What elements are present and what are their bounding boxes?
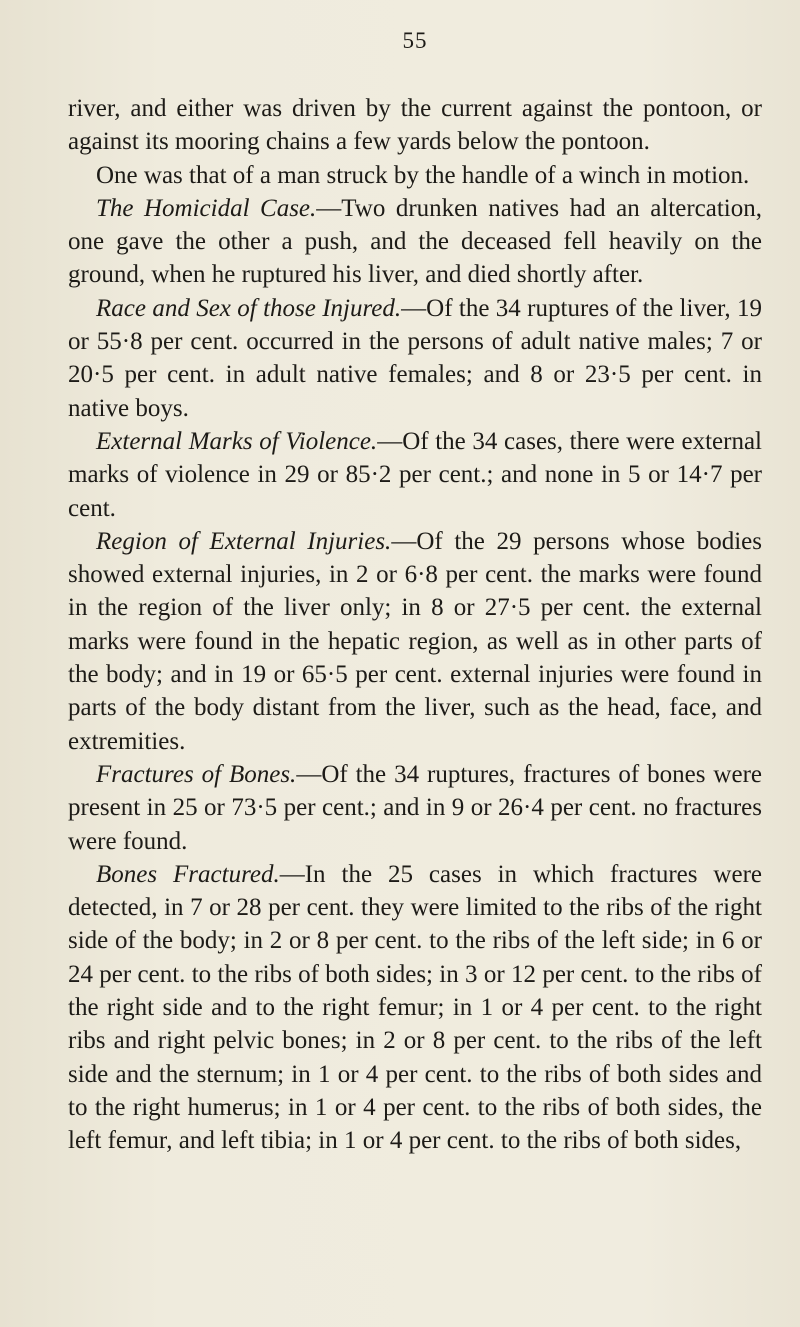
paragraph-winch-case — [68, 159, 762, 192]
section-heading: Race and Sex of those Injured. — [96, 294, 402, 322]
section-heading: External Marks of Violence. — [96, 427, 378, 455]
page-number: 55 — [402, 28, 428, 53]
paragraph-text: —Of the 34 cases, there were external marks of violence in 29 or 85·2 per cent.; and none in 5 or 14·7 per cent. — [68, 427, 762, 522]
paragraph-text: —In the 25 cases in which fractures were detected, in 7 or 28 per cent. they were limited to the ribs of the right side of the body; in 2 or 8 per cent. to the ribs of the left side; in 6 or 24 per cent. to the ribs of both sides; in 3 or 12 per cent. to the ribs of the right side and to the right femur; in 1 or 4 per cent. to the right ribs and right pelvic bones; in 2 or 8 per cent. to the ribs of the left side and the sternum; in 1 or 4 per cent. to the ribs of both sides and to the right humerus; in 1 or 4 per cent. to the ribs of both sides, the left femur, and left tibia; in 1 or 4 per cent. to the ribs of both sides, — [68, 860, 762, 1155]
paragraph-text: —Of the 34 ruptures, fractures of bones were present in 25 or 73·5 per cent.; and in 9 or 26·4 per cent. no fractures were found. — [68, 760, 762, 855]
paragraph-race-and-sex — [68, 292, 762, 425]
paragraph-region-of-injuries — [68, 525, 762, 758]
section-heading: Bones Fractured. — [96, 860, 280, 888]
paragraph-text: river, and either was driven by the current against the pontoon, or against its mooring chains a few yards below the pontoon. — [68, 95, 762, 156]
section-heading: The Homicidal Case. — [96, 194, 317, 222]
paragraph-text: —Of the 34 ruptures of the liver, 19 or 55·8 per cent. occurred in the persons of adult native males; 7 or 20·5 per cent. in adult native females; and 8 or 23·5 per cent. in native boys. — [68, 294, 762, 422]
paragraph-fractures-of-bones — [68, 758, 762, 858]
paragraph-bones-fractured — [68, 858, 762, 1158]
paragraph-text: One was that of a man struck by the handle of a winch in motion. — [96, 161, 750, 189]
section-heading: Fractures of Bones. — [96, 760, 297, 788]
paragraph-external-marks — [68, 425, 762, 525]
paragraph-text: —Of the 29 persons whose bodies showed external injuries, in 2 or 6·8 per cent. the marks were found in the region of the liver only; in 8 or 27·5 per cent. the external marks were found in the hepatic region, as well as in other parts of the body; and in 19 or 65·5 per cent. external injuries were found in parts of the body distant from the liver, such as the head, face, and extremities. — [68, 527, 762, 755]
paragraph-text: —Two drunken natives had an altercation, one gave the other a push, and the deceased fell heavily on the ground, when he ruptured his liver, and died shortly after. — [68, 194, 762, 289]
paragraph-homicidal-case — [68, 192, 762, 292]
section-heading: Region of External Injuries. — [96, 527, 392, 555]
paragraph-river-pontoon — [68, 92, 762, 159]
